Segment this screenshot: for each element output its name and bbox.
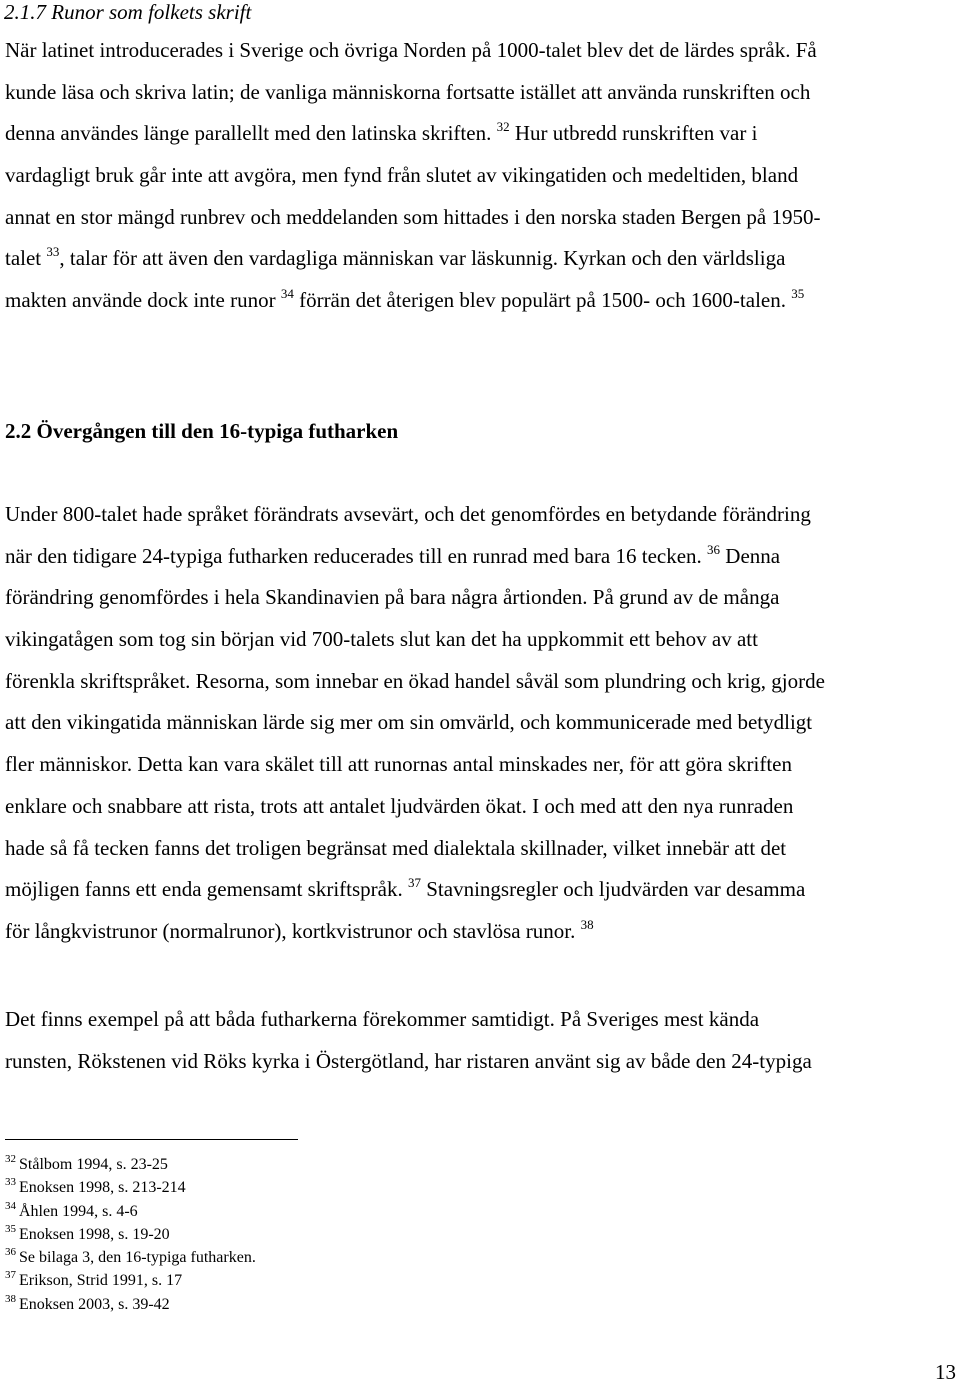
text-run: annat en stor mängd runbrev och meddelanden som hittades i den norska staden Bergen på 1950-: [5, 204, 821, 229]
text-line: [5, 828, 955, 870]
footnote-item: [5, 1246, 256, 1269]
text-run: när den tidigare 24-typiga futharken reducerades till en runrad med bara 16 tecken.: [5, 543, 708, 568]
text-line: [5, 661, 955, 703]
text-line: [5, 911, 955, 953]
text-line: [5, 238, 955, 280]
text-line: [5, 30, 955, 72]
text-run: Under 800-talet hade språket förändrats avsevärt, och det genomfördes en betydande förändring: [5, 502, 811, 526]
text-line: [5, 869, 955, 911]
text-line: [5, 999, 955, 1041]
footnote-item: [5, 1200, 256, 1223]
footnote-number: 33: [5, 1176, 16, 1189]
text-line: [5, 494, 955, 536]
text-line: [5, 72, 955, 114]
text-line: [5, 619, 955, 661]
text-run: denna användes länge parallellt med den latinska skriften.: [5, 121, 497, 146]
footnote-text: Enoksen 1998, s. 213-214: [19, 1179, 186, 1197]
text-run: runsten, Rökstenen vid Röks kyrka i Östergötland, har ristaren använt sig av både den 24-typiga: [5, 1048, 812, 1073]
footnote-reference[interactable]: 38: [580, 916, 594, 932]
footnote-item: [5, 1269, 256, 1292]
footnote-separator: [5, 1139, 298, 1140]
text-run: fler människor. Detta kan vara skälet till att runornas antal minskades ner, för att göra skriften: [5, 752, 792, 777]
text-run: förändring genomfördes i hela Skandinavien på bara några årtionden. På grund av de många: [5, 585, 780, 610]
footnote-reference[interactable]: 32: [496, 119, 510, 135]
footnote-text: Enoksen 1998, s. 19-20: [19, 1225, 170, 1243]
text-run: talet: [5, 246, 47, 271]
page-number: 13: [935, 1360, 956, 1384]
footnote-number: 32: [5, 1153, 16, 1165]
text-run: vikingatågen som tog sin början vid 700-talets slut kan det ha uppkommit ett behov av att: [5, 627, 758, 652]
footnote-number: 38: [5, 1292, 16, 1305]
text-run: enklare och snabbare att rista, trots att antalet ljudvärden ökat. I och med att den nya runraden: [5, 793, 794, 818]
text-run: Det finns exempel på att båda futharkerna förekommer samtidigt. På Sveriges mest kända: [5, 1007, 760, 1031]
paragraph-futharkerna: [5, 999, 955, 1082]
chapter-heading: 2.2 Övergången till den 16-typiga futharken: [5, 419, 399, 443]
footnote-number: 35: [5, 1222, 16, 1235]
footnote-reference[interactable]: 36: [707, 541, 721, 557]
footnotes-list: [5, 1153, 256, 1316]
text-run: , talar för att även den vardagliga människan var läskunnig. Kyrkan och den världsliga: [59, 246, 786, 271]
text-line: [5, 155, 955, 197]
text-run: Denna: [720, 543, 781, 568]
text-run: makten använde dock inte runor: [5, 288, 281, 313]
footnote-reference[interactable]: 33: [46, 244, 60, 260]
text-run: förenkla skriftspråket. Resorna, som innebar en ökad handel såväl som plundring och krig, gjorde: [5, 668, 825, 693]
text-line: [5, 1041, 955, 1083]
footnote-item: [5, 1153, 256, 1176]
text-run: möjligen fanns ett enda gemensamt skriftspråk.: [5, 877, 408, 902]
paragraph-runor: [5, 30, 955, 322]
paragraph-overgangen: [5, 494, 955, 953]
footnote-item: [5, 1293, 256, 1316]
text-line: [5, 280, 955, 322]
text-run: kunde läsa och skriva latin; de vanliga människorna fortsatte istället att använda runskriften och: [5, 79, 811, 104]
footnote-reference[interactable]: 35: [791, 286, 805, 302]
text-run: Stavningsregler och ljudvärden var desamma: [420, 877, 806, 902]
text-line: [5, 197, 955, 239]
text-run: hade så få tecken fanns det troligen begränsat med dialektala skillnader, vilket innebär att det: [5, 835, 787, 860]
footnote-reference[interactable]: 34: [280, 286, 294, 302]
text-run: När latinet introducerades i Sverige och övriga Norden på 1000-talet blev det de lärdes språk. Få: [5, 38, 817, 62]
section-heading: 2.1.7 Runor som folkets skrift: [4, 0, 252, 24]
footnote-text: Stålbom 1994, s. 23-25: [19, 1156, 168, 1173]
text-line: [5, 113, 955, 155]
footnote-text: Enoksen 2003, s. 39-42: [19, 1295, 170, 1313]
text-run: för långkvistrunor (normalrunor), kortkvistrunor och stavlösa runor.: [5, 918, 581, 943]
text-line: [5, 536, 955, 578]
footnote-item: [5, 1176, 256, 1199]
footnote-text: Erikson, Strid 1991, s. 17: [19, 1272, 183, 1290]
footnote-number: 36: [5, 1246, 16, 1259]
footnote-text: Se bilaga 3, den 16-typiga futharken.: [19, 1249, 256, 1267]
text-line: [5, 702, 955, 744]
footnote-reference[interactable]: 37: [407, 875, 421, 891]
text-run: att den vikingatida människan lärde sig mer om sin omvärld, och kommunicerade med betydligt: [5, 710, 813, 735]
text-line: [5, 744, 955, 786]
footnote-number: 34: [5, 1199, 16, 1212]
text-run: förrän det återigen blev populärt på 1500- och 1600-talen.: [293, 288, 792, 313]
text-run: vardagligt bruk går inte att avgöra, men fynd från slutet av vikingatiden och medeltiden, bland: [5, 163, 799, 188]
text-line: [5, 577, 955, 619]
footnote-item: [5, 1223, 256, 1246]
footnote-text: Åhlen 1994, s. 4-6: [19, 1202, 138, 1220]
text-run: Hur utbredd runskriften var i: [509, 121, 758, 146]
footnote-number: 37: [5, 1269, 16, 1282]
text-line: [5, 786, 955, 828]
